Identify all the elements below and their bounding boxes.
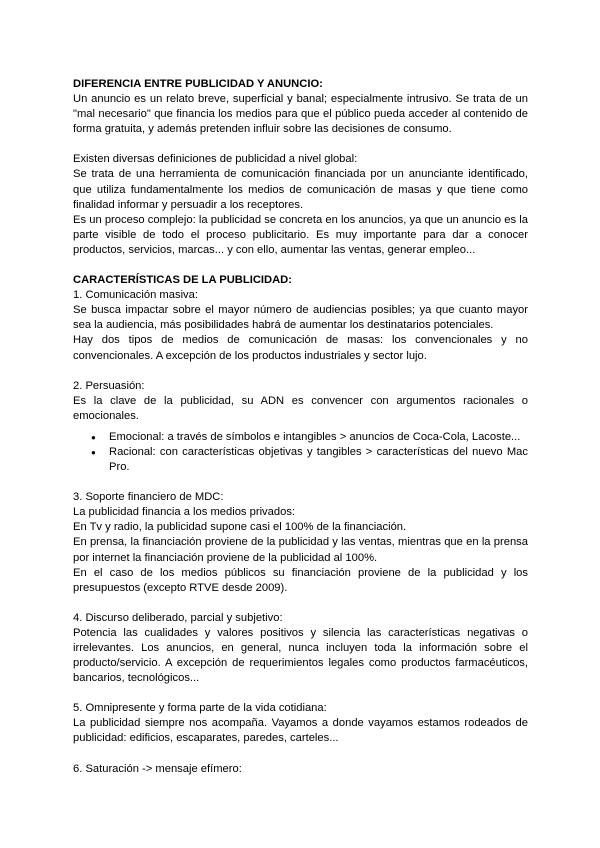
section-title-diferencia: DIFERENCIA ENTRE PUBLICIDAD Y ANUNCIO: (73, 78, 323, 90)
bullet-dot-icon: ● (91, 447, 96, 457)
item-paragraph: Potencia las cualidades y valores positivos y silencia las características negativas o irrelevantes. Los anuncios, en general, nunca incluyen toda la información sobre el producto/servicio. A excepción de requerimientos legales como productos farmacéuticos, bancarios, tecnológicos... (73, 626, 528, 685)
bullet-item (91, 430, 528, 445)
item-paragraph: Se busca impactar sobre el mayor número de audiencias posibles; ya que cuanto mayor sea la audiencia, más posibilidades habrá de aumentar los destinatarios potenciales. (73, 304, 528, 332)
bullet-text: Racional: con características objetivas y tangibles > características del nuevo Mac Pro. (109, 445, 528, 474)
item-heading-omnipresente: 5. Omnipresente y forma parte de la vida cotidiana: (73, 702, 327, 715)
paragraph-proceso-complejo: Es un proceso complejo: la publicidad se concreta en los anuncios, ya que un anuncio es la parte visible de todo el proceso publicitario. Es muy importante para dar a conocer productos, servicios, marcas... y con ello, aumentar las ventas, generar empleo... (73, 213, 528, 256)
item-heading-saturacion: 6. Saturación -> mensaje efímero: (73, 762, 242, 775)
bullet-dot-icon: ● (91, 432, 96, 442)
item-paragraph: En prensa, la financiación proviene de la publicidad y las ventas, mientras que en la prensa por internet la financiación proviene de la publicidad al 100%. (73, 536, 528, 564)
item-paragraph: Es la clave de la publicidad, su ADN es convencer con argumentos racionales o emocionales. (73, 394, 528, 422)
bullet-item (91, 445, 528, 475)
item-heading-soporte-financiero: 3. Soporte financiero de MDC: (73, 491, 224, 504)
bullet-text: Emocional: a través de símbolos e intangibles > anuncios de Coca-Cola, Lacoste... (109, 430, 521, 443)
section-title-caracteristicas: CARACTERÍSTICAS DE LA PUBLICIDAD: (73, 274, 292, 287)
item-paragraph: En el caso de los medios públicos su financiación proviene de la publicidad y los presupuestos (excepto RTVE desde 2009). (73, 566, 528, 594)
item-heading-comunicacion-masiva: 1. Comunicación masiva: (73, 289, 198, 302)
item-paragraph: La publicidad financia a los medios privados: (73, 506, 296, 519)
item-paragraph: La publicidad siempre nos acompaña. Vayamos a donde vayamos estamos rodeados de publicidad: edificios, escaparates, paredes, carteles... (73, 717, 528, 745)
item-paragraph: Hay dos tipos de medios de comunicación de masas: los convencionales y no convencionales. A excepción de los productos industriales y sector lujo. (73, 334, 528, 362)
item-paragraph: En Tv y radio, la publicidad supone casi el 100% de la financiación. (73, 521, 407, 534)
paragraph-definiciones-intro: Existen diversas definiciones de publicidad a nivel global: (73, 153, 358, 166)
paragraph-anuncio-definicion: Un anuncio es un relato breve, superficial y banal; especialmente intrusivo. Se trata de un "mal necesario" que financia los medios para que el público pueda acceder al contenido de forma gratuita, y además pretenden influir sobre las decisiones de consumo. (73, 93, 528, 136)
item-heading-discurso: 4. Discurso deliberado, parcial y subjetivo: (73, 611, 283, 624)
paragraph-herramienta: Se trata de una herramienta de comunicación financiada por un anunciante identificado, que utiliza fundamentalmente los medios de comunicación de masas y que tiene como finalidad informar y persuadir a los receptores. (73, 168, 528, 211)
bullet-list-persuasion (73, 430, 528, 475)
item-heading-persuasion: 2. Persuasión: (73, 379, 145, 392)
